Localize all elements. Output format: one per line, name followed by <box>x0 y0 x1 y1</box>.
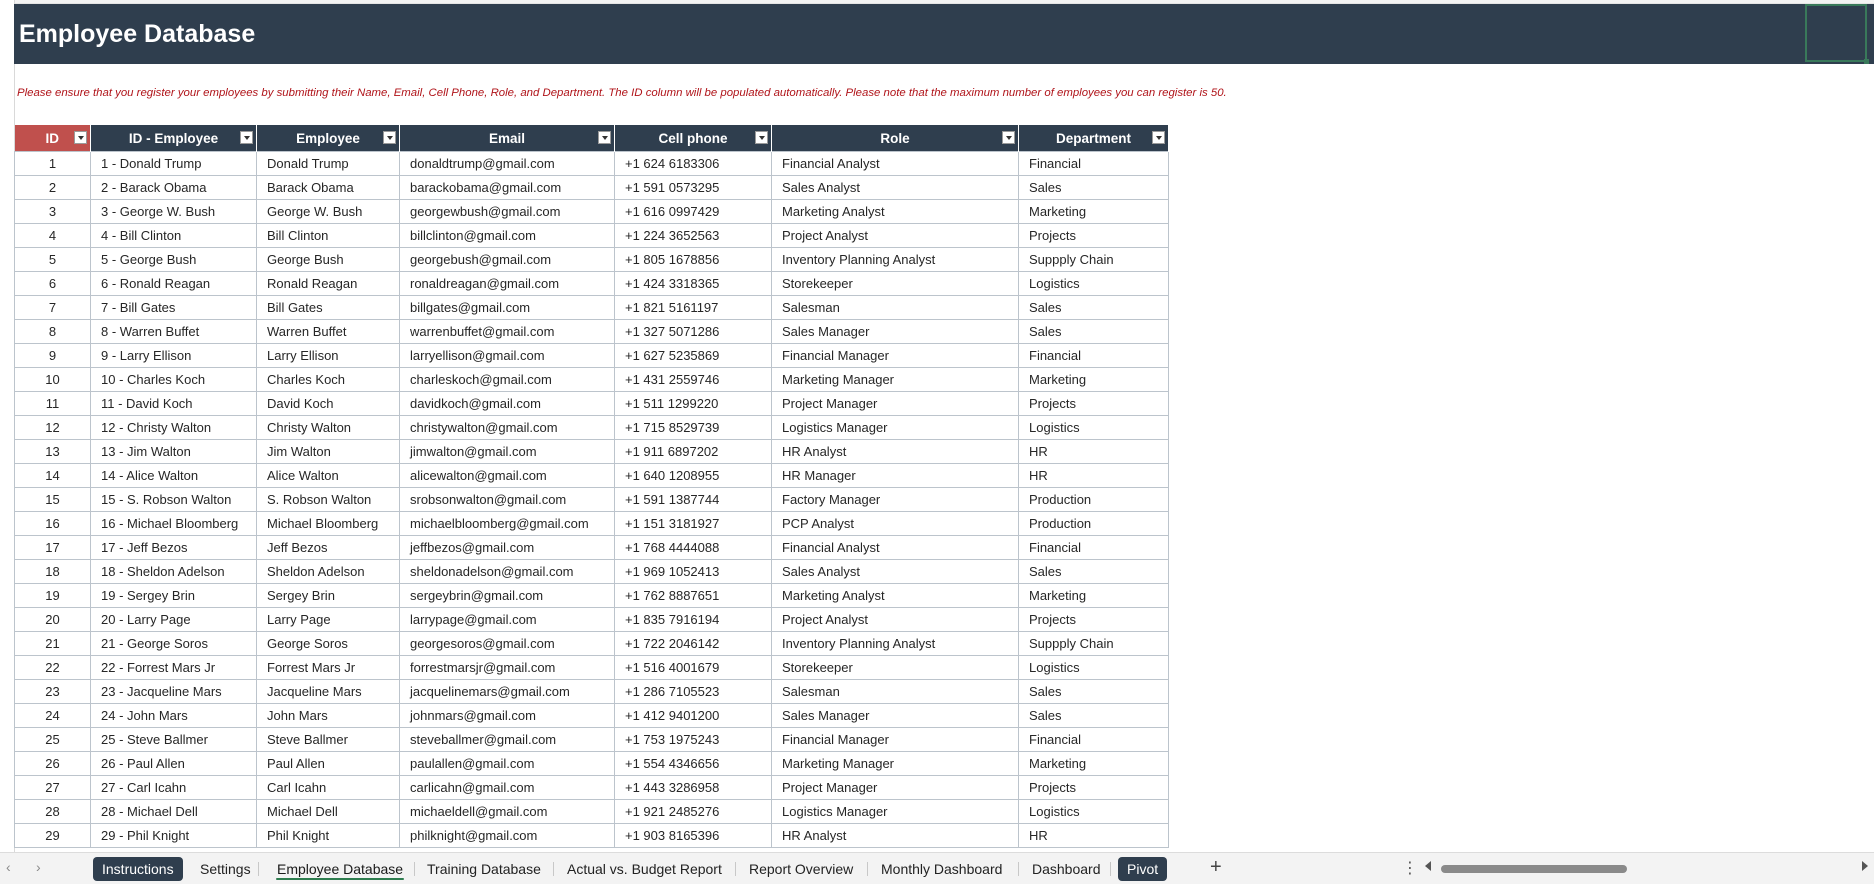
sheet-tab[interactable]: Training Database <box>427 861 541 877</box>
table-row <box>15 296 1169 320</box>
cell-id[interactable]: 11 <box>15 392 91 416</box>
sheet-tab[interactable]: Employee Database <box>268 857 412 881</box>
cell-id-employee[interactable]: 28 - Michael Dell <box>91 800 257 824</box>
cell-phone[interactable]: +1 722 2046142 <box>615 632 772 656</box>
cell-email[interactable]: michaeldell@gmail.com <box>400 800 615 824</box>
cell-email[interactable]: jimwalton@gmail.com <box>400 440 615 464</box>
cell-role[interactable]: Logistics Manager <box>772 800 1019 824</box>
cell-phone[interactable]: +1 768 4444088 <box>615 536 772 560</box>
cell-department[interactable]: Financial <box>1019 344 1169 368</box>
cell-phone[interactable]: +1 554 4346656 <box>615 752 772 776</box>
cell-phone[interactable]: +1 327 5071286 <box>615 320 772 344</box>
cell-id[interactable]: 25 <box>15 728 91 752</box>
sheet-tab[interactable]: Settings <box>200 861 251 877</box>
cell-employee[interactable]: Jacqueline Mars <box>257 680 400 704</box>
table-row <box>15 704 1169 728</box>
cell-id-employee[interactable]: 1 - Donald Trump <box>91 152 257 176</box>
cell-phone[interactable]: +1 443 3286958 <box>615 776 772 800</box>
cell-phone[interactable]: +1 286 7105523 <box>615 680 772 704</box>
cell-phone[interactable]: +1 715 8529739 <box>615 416 772 440</box>
sheet-tab[interactable]: Pivot <box>1118 857 1167 881</box>
cell-phone[interactable]: +1 627 5235869 <box>615 344 772 368</box>
cell-id-employee[interactable]: 21 - George Soros <box>91 632 257 656</box>
cell-phone[interactable]: +1 516 4001679 <box>615 656 772 680</box>
cell-role[interactable]: Marketing Analyst <box>772 200 1019 224</box>
cell-department[interactable]: Projects <box>1019 608 1169 632</box>
cell-email[interactable]: sheldonadelson@gmail.com <box>400 560 615 584</box>
cell-department[interactable]: Marketing <box>1019 584 1169 608</box>
cell-email[interactable]: michaelbloomberg@gmail.com <box>400 512 615 536</box>
cell-department[interactable]: Suppply Chain <box>1019 248 1169 272</box>
cell-phone[interactable]: +1 805 1678856 <box>615 248 772 272</box>
cell-department[interactable]: Financial <box>1019 152 1169 176</box>
tab-separator <box>1110 862 1111 876</box>
cell-email[interactable]: carlicahn@gmail.com <box>400 776 615 800</box>
cell-email[interactable]: georgebush@gmail.com <box>400 248 615 272</box>
cell-role[interactable]: HR Analyst <box>772 824 1019 848</box>
cell-phone[interactable]: +1 624 6183306 <box>615 152 772 176</box>
cell-employee[interactable]: George W. Bush <box>257 200 400 224</box>
column-header-email[interactable]: Email <box>400 125 615 152</box>
cell-id[interactable]: 9 <box>15 344 91 368</box>
cell-phone[interactable]: +1 753 1975243 <box>615 728 772 752</box>
more-options-icon[interactable]: ⋮ <box>1402 860 1418 877</box>
cell-id-employee[interactable]: 14 - Alice Walton <box>91 464 257 488</box>
cell-email[interactable]: larryellison@gmail.com <box>400 344 615 368</box>
table-row <box>15 200 1169 224</box>
cell-id[interactable]: 19 <box>15 584 91 608</box>
table-row <box>15 248 1169 272</box>
cell-role[interactable]: Financial Manager <box>772 728 1019 752</box>
cell-email[interactable]: johnmars@gmail.com <box>400 704 615 728</box>
cell-department[interactable]: Production <box>1019 512 1169 536</box>
table-row <box>15 176 1169 200</box>
table-row <box>15 272 1169 296</box>
cell-department[interactable]: Sales <box>1019 680 1169 704</box>
cell-id-employee[interactable]: 22 - Forrest Mars Jr <box>91 656 257 680</box>
table-row <box>15 512 1169 536</box>
cell-id-employee[interactable]: 17 - Jeff Bezos <box>91 536 257 560</box>
cell-phone[interactable]: +1 616 0997429 <box>615 200 772 224</box>
cell-employee[interactable]: Phil Knight <box>257 824 400 848</box>
cell-id-employee[interactable]: 16 - Michael Bloomberg <box>91 512 257 536</box>
cell-email[interactable]: ronaldreagan@gmail.com <box>400 272 615 296</box>
cell-department[interactable]: Sales <box>1019 176 1169 200</box>
cell-phone[interactable]: +1 424 3318365 <box>615 272 772 296</box>
cell-department[interactable]: Sales <box>1019 560 1169 584</box>
table-row <box>15 728 1169 752</box>
table-row <box>15 488 1169 512</box>
table-body <box>15 152 1169 848</box>
cell-phone[interactable]: +1 835 7916194 <box>615 608 772 632</box>
cell-department[interactable]: Suppply Chain <box>1019 632 1169 656</box>
cell-department[interactable]: Projects <box>1019 392 1169 416</box>
employee-table <box>14 125 1169 848</box>
cell-employee[interactable]: Jeff Bezos <box>257 536 400 560</box>
table-row <box>15 656 1169 680</box>
cell-email[interactable]: alicewalton@gmail.com <box>400 464 615 488</box>
cell-department[interactable]: Production <box>1019 488 1169 512</box>
cell-id-employee[interactable]: 15 - S. Robson Walton <box>91 488 257 512</box>
cell-role[interactable]: Project Manager <box>772 392 1019 416</box>
cell-department[interactable]: Marketing <box>1019 752 1169 776</box>
cell-role[interactable]: Financial Manager <box>772 344 1019 368</box>
cell-department[interactable]: Financial <box>1019 728 1169 752</box>
cell-employee[interactable]: Forrest Mars Jr <box>257 656 400 680</box>
cell-id-employee[interactable]: 29 - Phil Knight <box>91 824 257 848</box>
cell-id[interactable]: 17 <box>15 536 91 560</box>
cell-phone[interactable]: +1 224 3652563 <box>615 224 772 248</box>
cell-id[interactable]: 6 <box>15 272 91 296</box>
title-banner <box>14 4 1874 64</box>
prev-sheet-icon[interactable]: ‹ <box>6 859 11 875</box>
cell-id-employee[interactable]: 24 - John Mars <box>91 704 257 728</box>
cell-id[interactable]: 13 <box>15 440 91 464</box>
cell-email[interactable]: georgewbush@gmail.com <box>400 200 615 224</box>
cell-employee[interactable]: Larry Page <box>257 608 400 632</box>
cell-id-employee[interactable]: 5 - George Bush <box>91 248 257 272</box>
cell-employee[interactable]: Jim Walton <box>257 440 400 464</box>
cell-department[interactable]: Projects <box>1019 224 1169 248</box>
cell-id-employee[interactable]: 27 - Carl Icahn <box>91 776 257 800</box>
cell-id-employee[interactable]: 11 - David Koch <box>91 392 257 416</box>
cell-employee[interactable]: Charles Koch <box>257 368 400 392</box>
filter-dropdown-icon[interactable] <box>598 131 611 144</box>
cell-id-employee[interactable]: 6 - Ronald Reagan <box>91 272 257 296</box>
table-row <box>15 152 1169 176</box>
table-row <box>15 632 1169 656</box>
cell-employee[interactable]: Carl Icahn <box>257 776 400 800</box>
table-row <box>15 416 1169 440</box>
cell-role[interactable]: Factory Manager <box>772 488 1019 512</box>
cell-phone[interactable]: +1 903 8165396 <box>615 824 772 848</box>
cell-email[interactable]: charleskoch@gmail.com <box>400 368 615 392</box>
cell-email[interactable]: forrestmarsjr@gmail.com <box>400 656 615 680</box>
cell-department[interactable]: Marketing <box>1019 368 1169 392</box>
cell-employee[interactable]: Larry Ellison <box>257 344 400 368</box>
table-row <box>15 776 1169 800</box>
cell-department[interactable]: Projects <box>1019 776 1169 800</box>
cell-email[interactable]: srobsonwalton@gmail.com <box>400 488 615 512</box>
cell-department[interactable]: Financial <box>1019 536 1169 560</box>
filter-dropdown-icon[interactable] <box>755 131 768 144</box>
cell-phone[interactable]: +1 921 2485276 <box>615 800 772 824</box>
cell-id[interactable]: 26 <box>15 752 91 776</box>
cell-department[interactable]: Logistics <box>1019 416 1169 440</box>
cell-id-employee[interactable]: 4 - Bill Clinton <box>91 224 257 248</box>
cell-department[interactable]: HR <box>1019 464 1169 488</box>
cell-role[interactable]: Sales Analyst <box>772 560 1019 584</box>
table-row <box>15 464 1169 488</box>
cell-employee[interactable]: Warren Buffet <box>257 320 400 344</box>
cell-employee[interactable]: Steve Ballmer <box>257 728 400 752</box>
table-row <box>15 824 1169 848</box>
selected-cell[interactable] <box>1805 4 1867 62</box>
table-row <box>15 560 1169 584</box>
cell-employee[interactable]: S. Robson Walton <box>257 488 400 512</box>
cell-role[interactable]: HR Analyst <box>772 440 1019 464</box>
cell-role[interactable]: Storekeeper <box>772 656 1019 680</box>
cell-department[interactable]: Sales <box>1019 320 1169 344</box>
cell-employee[interactable]: John Mars <box>257 704 400 728</box>
sheet-tab-bar <box>0 852 1874 884</box>
cell-email[interactable]: christywalton@gmail.com <box>400 416 615 440</box>
cell-department[interactable]: Sales <box>1019 296 1169 320</box>
cell-id[interactable]: 20 <box>15 608 91 632</box>
cell-department[interactable]: HR <box>1019 824 1169 848</box>
cell-department[interactable]: Marketing <box>1019 200 1169 224</box>
cell-role[interactable]: Financial Analyst <box>772 536 1019 560</box>
cell-id[interactable]: 22 <box>15 656 91 680</box>
cell-email[interactable]: davidkoch@gmail.com <box>400 392 615 416</box>
cell-role[interactable]: Financial Analyst <box>772 152 1019 176</box>
sheet-tab[interactable]: Dashboard <box>1032 861 1101 877</box>
cell-phone[interactable]: +1 969 1052413 <box>615 560 772 584</box>
cell-employee[interactable]: Sheldon Adelson <box>257 560 400 584</box>
filter-dropdown-icon[interactable] <box>240 131 253 144</box>
cell-employee[interactable]: David Koch <box>257 392 400 416</box>
cell-id-employee[interactable]: 23 - Jacqueline Mars <box>91 680 257 704</box>
cell-email[interactable]: jeffbezos@gmail.com <box>400 536 615 560</box>
cell-id[interactable]: 2 <box>15 176 91 200</box>
tab-separator <box>553 862 554 876</box>
cell-id[interactable]: 12 <box>15 416 91 440</box>
cell-employee[interactable]: Sergey Brin <box>257 584 400 608</box>
cell-id[interactable]: 27 <box>15 776 91 800</box>
cell-phone[interactable]: +1 591 1387744 <box>615 488 772 512</box>
cell-id[interactable]: 24 <box>15 704 91 728</box>
column-header-department[interactable]: Department <box>1019 125 1169 152</box>
cell-role[interactable]: Sales Manager <box>772 704 1019 728</box>
cell-id-employee[interactable]: 25 - Steve Ballmer <box>91 728 257 752</box>
cell-id-employee[interactable]: 9 - Larry Ellison <box>91 344 257 368</box>
tab-separator <box>414 862 415 876</box>
cell-id-employee[interactable]: 18 - Sheldon Adelson <box>91 560 257 584</box>
tab-separator <box>258 862 259 876</box>
cell-email[interactable]: billclinton@gmail.com <box>400 224 615 248</box>
cell-role[interactable]: Inventory Planning Analyst <box>772 248 1019 272</box>
sheet-tab[interactable]: Instructions <box>93 857 183 881</box>
cell-employee[interactable]: Donald Trump <box>257 152 400 176</box>
tab-separator <box>1018 862 1019 876</box>
column-header-role[interactable]: Role <box>772 125 1019 152</box>
cell-id-employee[interactable]: 19 - Sergey Brin <box>91 584 257 608</box>
cell-phone[interactable]: +1 591 0573295 <box>615 176 772 200</box>
cell-id-employee[interactable]: 3 - George W. Bush <box>91 200 257 224</box>
tab-separator <box>867 862 868 876</box>
cell-role[interactable]: Salesman <box>772 296 1019 320</box>
table-row <box>15 368 1169 392</box>
cell-phone[interactable]: +1 431 2559746 <box>615 368 772 392</box>
table-header-row <box>15 125 1169 152</box>
cell-id[interactable]: 3 <box>15 200 91 224</box>
cell-phone[interactable]: +1 640 1208955 <box>615 464 772 488</box>
cell-role[interactable]: Sales Manager <box>772 320 1019 344</box>
sheet-tab[interactable]: Monthly Dashboard <box>881 861 1003 877</box>
cell-employee[interactable]: Michael Dell <box>257 800 400 824</box>
cell-id[interactable]: 10 <box>15 368 91 392</box>
cell-department[interactable]: Logistics <box>1019 656 1169 680</box>
cell-id[interactable]: 5 <box>15 248 91 272</box>
scroll-right-icon[interactable] <box>1862 861 1868 871</box>
cell-department[interactable]: Logistics <box>1019 800 1169 824</box>
cell-email[interactable]: steveballmer@gmail.com <box>400 728 615 752</box>
table-row <box>15 320 1169 344</box>
cell-phone[interactable]: +1 412 9401200 <box>615 704 772 728</box>
cell-email[interactable]: philknight@gmail.com <box>400 824 615 848</box>
table-row <box>15 392 1169 416</box>
cell-role[interactable]: Salesman <box>772 680 1019 704</box>
cell-id-employee[interactable]: 7 - Bill Gates <box>91 296 257 320</box>
cell-id[interactable]: 15 <box>15 488 91 512</box>
cell-email[interactable]: donaldtrump@gmail.com <box>400 152 615 176</box>
cell-role[interactable]: Marketing Analyst <box>772 584 1019 608</box>
cell-id[interactable]: 18 <box>15 560 91 584</box>
cell-email[interactable]: paulallen@gmail.com <box>400 752 615 776</box>
column-header-id-employee[interactable]: ID - Employee <box>91 125 257 152</box>
cell-id[interactable]: 4 <box>15 224 91 248</box>
filter-dropdown-icon[interactable] <box>1002 131 1015 144</box>
cell-email[interactable]: jacquelinemars@gmail.com <box>400 680 615 704</box>
cell-employee[interactable]: George Bush <box>257 248 400 272</box>
scroll-left-icon[interactable] <box>1425 861 1431 871</box>
cell-id[interactable]: 16 <box>15 512 91 536</box>
cell-employee[interactable]: Alice Walton <box>257 464 400 488</box>
filter-dropdown-icon[interactable] <box>383 131 396 144</box>
cell-id-employee[interactable]: 8 - Warren Buffet <box>91 320 257 344</box>
cell-id[interactable]: 29 <box>15 824 91 848</box>
table-row <box>15 536 1169 560</box>
cell-id[interactable]: 1 <box>15 152 91 176</box>
table-row <box>15 344 1169 368</box>
cell-employee[interactable]: Bill Clinton <box>257 224 400 248</box>
table-row <box>15 584 1169 608</box>
cell-email[interactable]: billgates@gmail.com <box>400 296 615 320</box>
page-title: Employee Database <box>19 20 256 48</box>
cell-id-employee[interactable]: 26 - Paul Allen <box>91 752 257 776</box>
cell-employee[interactable]: Bill Gates <box>257 296 400 320</box>
cell-id-employee[interactable]: 13 - Jim Walton <box>91 440 257 464</box>
cell-email[interactable]: warrenbuffet@gmail.com <box>400 320 615 344</box>
cell-id[interactable]: 21 <box>15 632 91 656</box>
cell-id-employee[interactable]: 10 - Charles Koch <box>91 368 257 392</box>
cell-phone[interactable]: +1 821 5161197 <box>615 296 772 320</box>
cell-department[interactable]: Sales <box>1019 704 1169 728</box>
cell-employee[interactable]: Michael Bloomberg <box>257 512 400 536</box>
cell-phone[interactable]: +1 151 3181927 <box>615 512 772 536</box>
cell-role[interactable]: Sales Analyst <box>772 176 1019 200</box>
sheet-tab[interactable]: Actual vs. Budget Report <box>567 861 722 877</box>
cell-role[interactable]: Logistics Manager <box>772 416 1019 440</box>
row-gutter <box>0 0 15 852</box>
cell-department[interactable]: Logistics <box>1019 272 1169 296</box>
filter-dropdown-icon[interactable] <box>1152 131 1165 144</box>
column-header-employee[interactable]: Employee <box>257 125 400 152</box>
cell-employee[interactable]: Ronald Reagan <box>257 272 400 296</box>
filter-dropdown-icon[interactable] <box>74 131 87 144</box>
cell-id[interactable]: 28 <box>15 800 91 824</box>
horizontal-scrollbar-thumb[interactable] <box>1441 865 1627 873</box>
cell-id[interactable]: 23 <box>15 680 91 704</box>
cell-phone[interactable]: +1 911 6897202 <box>615 440 772 464</box>
table-row <box>15 224 1169 248</box>
cell-id-employee[interactable]: 2 - Barack Obama <box>91 176 257 200</box>
cell-employee[interactable]: Paul Allen <box>257 752 400 776</box>
cell-id[interactable]: 14 <box>15 464 91 488</box>
cell-role[interactable]: Storekeeper <box>772 272 1019 296</box>
cell-role[interactable]: Marketing Manager <box>772 752 1019 776</box>
cell-department[interactable]: HR <box>1019 440 1169 464</box>
table-row <box>15 752 1169 776</box>
cell-role[interactable]: Inventory Planning Analyst <box>772 632 1019 656</box>
cell-email[interactable]: sergeybrin@gmail.com <box>400 584 615 608</box>
cell-email[interactable]: georgesoros@gmail.com <box>400 632 615 656</box>
cell-phone[interactable]: +1 511 1299220 <box>615 392 772 416</box>
cell-id-employee[interactable]: 12 - Christy Walton <box>91 416 257 440</box>
cell-employee[interactable]: George Soros <box>257 632 400 656</box>
table-row <box>15 440 1169 464</box>
cell-email[interactable]: larrypage@gmail.com <box>400 608 615 632</box>
sheet-tab[interactable]: Report Overview <box>749 861 854 877</box>
add-sheet-icon[interactable]: + <box>1210 856 1222 878</box>
cell-role[interactable]: Project Analyst <box>772 224 1019 248</box>
cell-id[interactable]: 8 <box>15 320 91 344</box>
next-sheet-icon[interactable]: › <box>36 859 41 875</box>
cell-role[interactable]: Marketing Manager <box>772 368 1019 392</box>
instruction-note: Please ensure that you register your employees by submitting their Name, Email, Cell Phone, Role, and Department. The ID column will be populated automatically. Please note that the maximum number of employees you can register is 50. <box>17 87 1227 99</box>
cell-role[interactable]: HR Manager <box>772 464 1019 488</box>
cell-employee[interactable]: Christy Walton <box>257 416 400 440</box>
cell-email[interactable]: barackobama@gmail.com <box>400 176 615 200</box>
table-row <box>15 608 1169 632</box>
table-row <box>15 800 1169 824</box>
cell-id[interactable]: 7 <box>15 296 91 320</box>
table-row <box>15 680 1169 704</box>
cell-role[interactable]: PCP Analyst <box>772 512 1019 536</box>
column-header-cell-phone[interactable]: Cell phone <box>615 125 772 152</box>
cell-role[interactable]: Project Manager <box>772 776 1019 800</box>
cell-phone[interactable]: +1 762 8887651 <box>615 584 772 608</box>
cell-role[interactable]: Project Analyst <box>772 608 1019 632</box>
cell-id-employee[interactable]: 20 - Larry Page <box>91 608 257 632</box>
column-header-id[interactable]: ID <box>15 125 91 152</box>
cell-employee[interactable]: Barack Obama <box>257 176 400 200</box>
tab-separator <box>735 862 736 876</box>
